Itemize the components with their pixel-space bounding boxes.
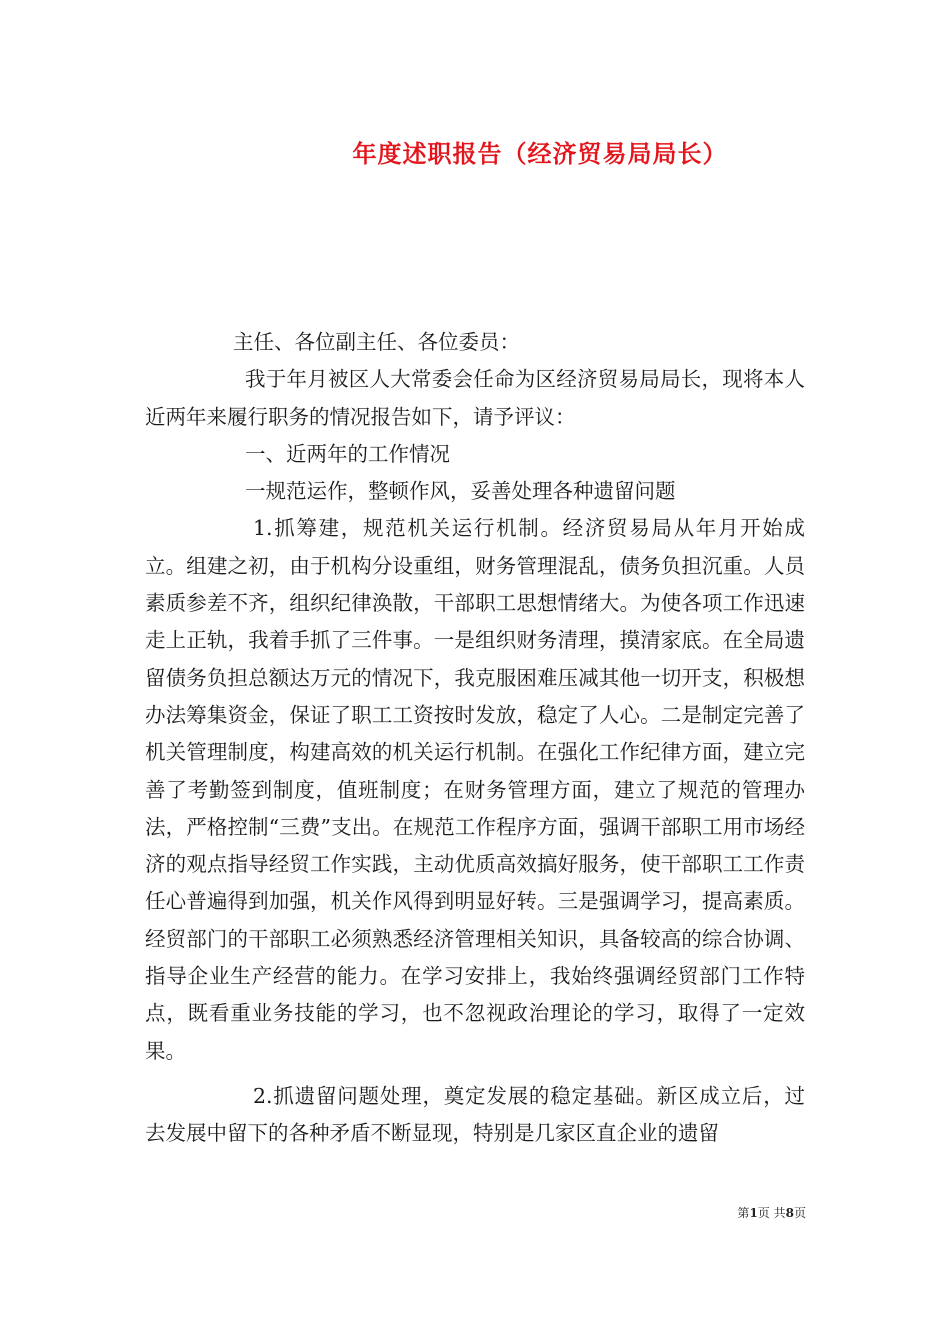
footer-total-pages: 8 (785, 1206, 794, 1220)
paragraph-2: 2.抓遗留问题处理，奠定发展的稳定基础。新区成立后，过去发展中留下的各种矛盾不断显现，特别是几家区直企业的遗留 (145, 1083, 805, 1146)
paragraph-1: 1.抓筹建，规范机关运行机制。经济贸易局从年月开始成立。组建之初，由于机构分设重组，财务管理混乱，债务负担沉重。人员素质参差不齐，组织纪律涣散，干部职工思想情绪大。为使各项工作迅速走上正轨，我着手抓了三件事。一是组织财务清理，摸清家底。在全局遗留债务负担总额达万元的情况下，我克服困难压减其他一切开支，积极想办法筹集资金，保证了职工工资按时发放，稳定了人心。二是制定完善了机关管理制度，构建高效的机关运行机制。在强化工作纪律方面，建立完善了考勤签到制度，值班制度；在财务管理方面，建立了规范的管理办法，严格控制“三费”支出。在规范工作程序方面，强调干部职工用市场经济的观点指导经贸工作实践，主动优质高效搞好服务，使干部职工工作责任心普遍得到加强，机关作风得到明显好转。三是强调学习，提高素质。经贸部门的干部职工必须熟悉经济管理相关知识，具备较高的综合协调、指导企业生产经营的能力。在学习安排上，我始终强调经贸部门工作特点，既看重业务技能的学习，也不忽视政治理论的学习，取得了一定效果。 (145, 516, 805, 1063)
footer-suffix: 页 (793, 1206, 806, 1220)
section-heading: 一、近两年的工作情况 (245, 441, 450, 466)
document-body (145, 324, 805, 1153)
intro-paragraph: 我于年月被区人大常委会任命为区经济贸易局局长，现将本人近两年来履行职务的情况报告如下，请予评议： (145, 367, 805, 429)
salutation: 主任、各位副主任、各位委员： (233, 330, 520, 354)
document-title: 年度述职报告（经济贸易局局长） (352, 139, 728, 168)
footer-page-number: 1 (749, 1206, 758, 1220)
subsection-heading: 一规范运作，整顿作风，妥善处理各种遗留问题 (245, 479, 676, 504)
page-footer (737, 1204, 806, 1221)
footer-middle: 页 共 (757, 1206, 786, 1220)
footer-prefix: 第 (737, 1206, 750, 1220)
